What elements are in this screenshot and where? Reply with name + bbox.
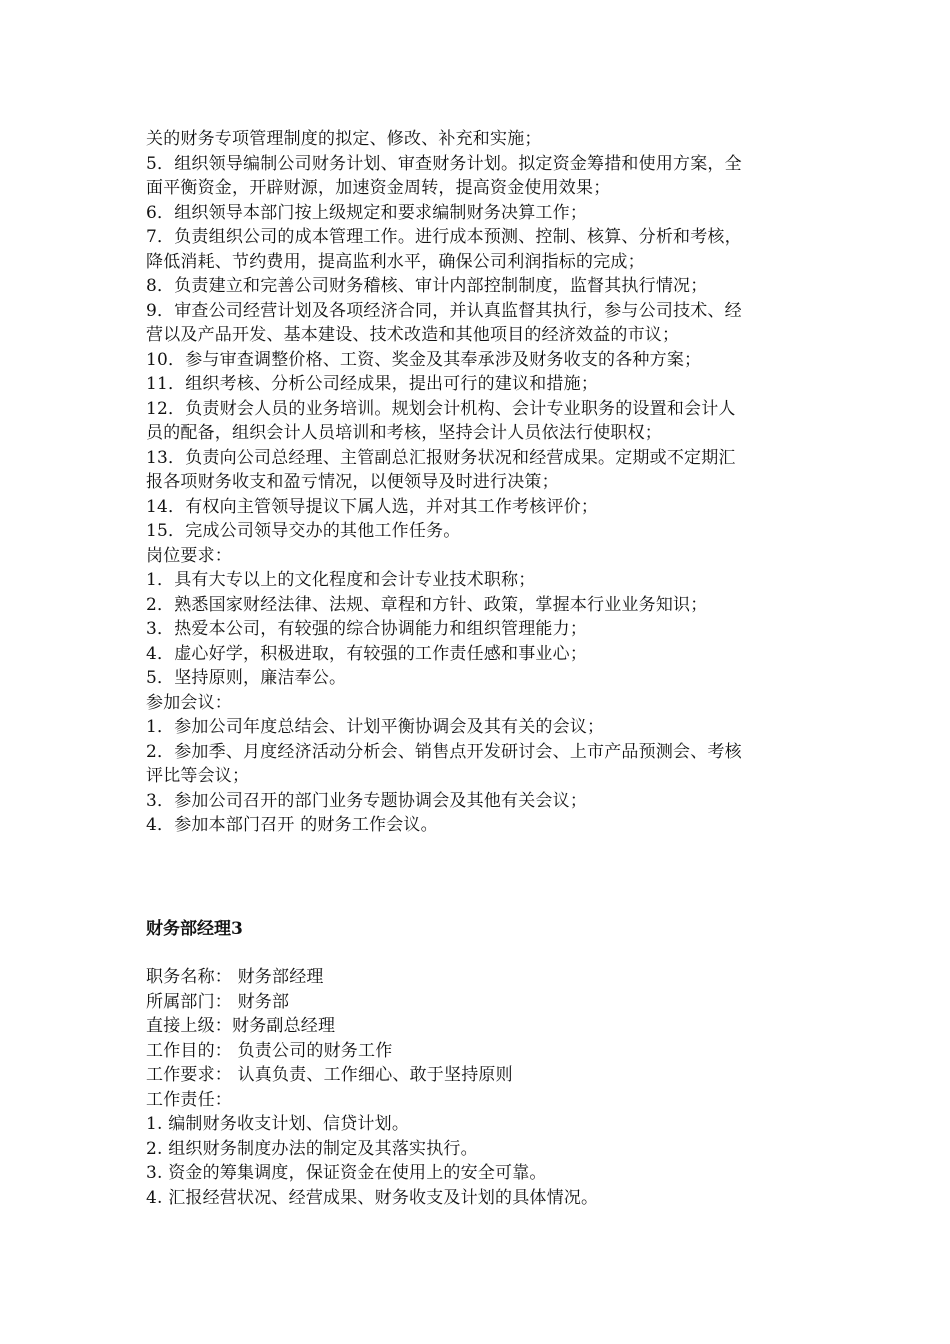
subsection-label: 岗位要求： (146, 545, 232, 566)
text-line: 营以及产品开发、基本建设、技术改造和其他项目的经济效益的市议； (146, 325, 680, 345)
duties-and-requirements-section (146, 127, 826, 838)
text-line: 工作要求： 认真负责、工作细心、敢于坚持原则 (146, 1065, 513, 1085)
text-line: 11．组织考核、分析公司经成果，提出可行的建议和措施； (146, 374, 599, 394)
job-description-section (146, 965, 826, 1210)
text-line: 15．完成公司领导交办的其他工作任务。 (146, 521, 461, 541)
subsection-label: 工作责任： (146, 1089, 232, 1110)
text-line: 7．负责组织公司的成本管理工作。进行成本预测、控制、核算、分析和考核， (146, 227, 742, 247)
text-line: 直接上级：财务副总经理 (146, 1016, 336, 1036)
text-line: 4. 汇报经营状况、经营成果、财务收支及计划的具体情况。 (146, 1187, 599, 1208)
text-line: 1．参加公司年度总结会、计划平衡协调会及其有关的会议； (146, 717, 605, 737)
text-line: 评比等会议； (146, 766, 250, 786)
text-line: 14．有权向主管领导提议下属人选，并对其工作考核评价； (146, 496, 599, 517)
text-line: 2．熟悉国家财经法律、法规、章程和方针、政策，掌握本行业业务知识； (146, 594, 708, 615)
text-line: 10．参与审查调整价格、工资、奖金及其奉承涉及财务收支的各种方案； (146, 349, 702, 370)
text-line: 3．热爱本公司，有较强的综合协调能力和组织管理能力； (146, 619, 588, 639)
text-line: 5．坚持原则，廉洁奉公。 (146, 668, 347, 688)
text-line: 4．参加本部门召开 的财务工作会议。 (146, 815, 438, 835)
text-line: 2. 组织财务制度办法的制定及其落实执行。 (146, 1138, 478, 1159)
text-line: 13．负责向公司总经理、主管副总汇报财务状况和经营成果。定期或不定期汇 (146, 447, 736, 468)
text-line: 报各项财务收支和盈亏情况，以便领导及时进行决策； (146, 472, 559, 492)
text-line: 3. 资金的筹集调度，保证资金在使用上的安全可靠。 (146, 1163, 547, 1183)
text-line: 2．参加季、月度经济活动分析会、销售点开发研讨会、上市产品预测会、考核 (146, 741, 742, 762)
text-line: 5．组织领导编制公司财务计划、审查财务计划。拟定资金筹措和使用方案，全 (146, 153, 742, 174)
text-line: 降低消耗、节约费用，提高监利水平，确保公司利润指标的完成； (146, 251, 645, 272)
section-heading: 财务部经理3 (146, 919, 243, 939)
text-line: 6．组织领导本部门按上级规定和要求编制财务决算工作； (146, 202, 588, 223)
text-line: 9．审查公司经营计划及各项经济合同，并认真监督其执行，参与公司技术、经 (146, 300, 742, 321)
text-line: 12．负责财会人员的业务培训。规划会计机构、会计专业职务的设置和会计人 (146, 398, 736, 419)
text-line: 8．负责建立和完善公司财务稽核、审计内部控制制度，监督其执行情况； (146, 276, 708, 296)
text-line: 3．参加公司召开的部门业务专题协调会及其他有关会议； (146, 790, 588, 811)
text-line: 1．具有大专以上的文化程度和会计专业技术职称； (146, 570, 536, 590)
text-line: 职务名称： 财务部经理 (146, 967, 324, 987)
text-line: 1. 编制财务收支计划、信贷计划。 (146, 1114, 410, 1134)
text-line: 所属部门： 财务部 (146, 991, 290, 1012)
text-line: 工作目的： 负责公司的财务工作 (146, 1040, 393, 1061)
text-line: 关的财务专项管理制度的拟定、修改、补充和实施； (146, 129, 542, 149)
text-line: 员的配备，组织会计人员培训和考核，坚持会计人员依法行使职权； (146, 423, 662, 443)
text-line: 面平衡资金，开辟财源，加速资金周转，提高资金使用效果； (146, 178, 611, 198)
subsection-label: 参加会议： (146, 692, 232, 713)
text-line: 4．虚心好学，积极进取，有较强的工作责任感和事业心； (146, 643, 588, 664)
